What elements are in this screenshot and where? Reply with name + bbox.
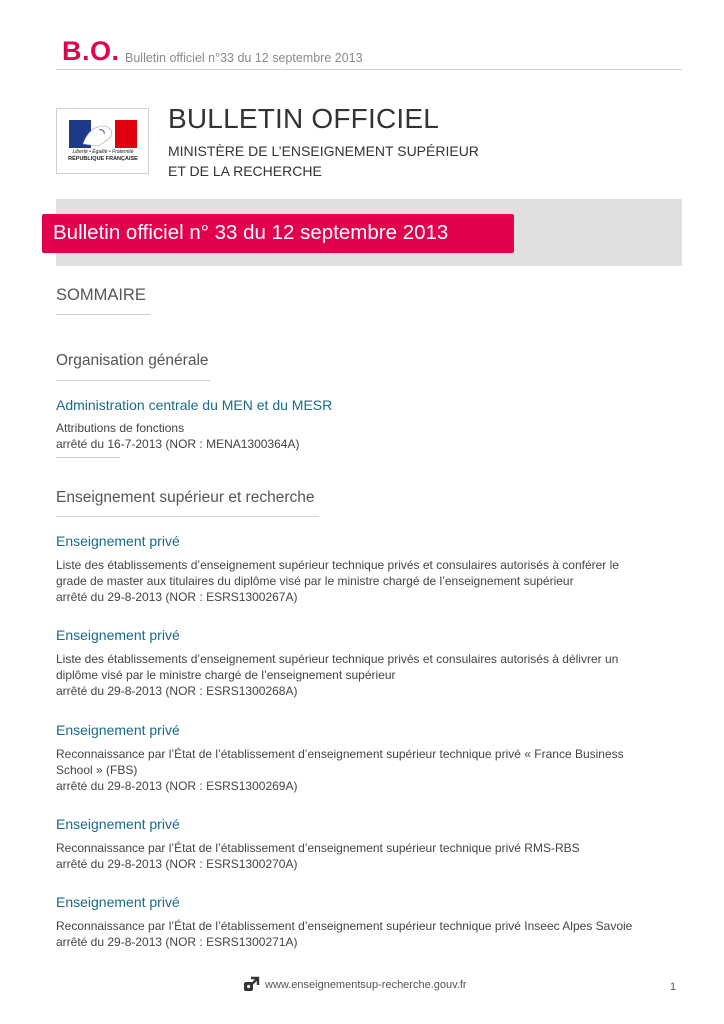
link-icon [243, 975, 261, 993]
ministry-line-1: MINISTÈRE DE L’ENSEIGNEMENT SUPÉRIEUR [168, 143, 479, 159]
item-reference: arrêté du 29-8-2013 (NOR : ESRS1300271A) [56, 935, 298, 949]
header-subtitle: Bulletin officiel n°33 du 12 septembre 2013 [125, 51, 363, 65]
item-text: diplôme visé par le ministre chargé de l’enseignement supérieur [56, 668, 396, 682]
item-divider [56, 457, 120, 458]
issue-banner-text: Bulletin officiel n° 33 du 12 septembre 2013 [53, 221, 449, 244]
item-text: Reconnaissance par l’État de l’établissement d’enseignement supérieur technique privé Inseec Alpes Savoie [56, 919, 633, 933]
sommaire-divider [56, 314, 150, 315]
item-heading-link[interactable]: Enseignement privé [56, 627, 180, 643]
section-heading: Enseignement supérieur et recherche [56, 489, 315, 506]
item-reference: arrêté du 29-8-2013 (NOR : ESRS1300267A) [56, 590, 298, 604]
item-reference: arrêté du 29-8-2013 (NOR : ESRS1300268A) [56, 684, 298, 698]
emblem-republic: RÉPUBLIQUE FRANÇAISE [68, 156, 138, 162]
header-divider [56, 69, 682, 70]
item-reference: arrêté du 16-7-2013 (NOR : MENA1300364A) [56, 437, 300, 451]
bo-logo: B.O. [62, 36, 120, 66]
issue-banner [42, 214, 514, 253]
item-heading-link[interactable]: Enseignement privé [56, 894, 180, 910]
section-heading: Organisation générale [56, 352, 209, 369]
page-title: BULLETIN OFFICIEL [168, 103, 440, 134]
emblem-motto: Liberté • Égalité • Fraternité [72, 149, 134, 155]
section-divider [56, 516, 319, 517]
ministry-line-2: ET DE LA RECHERCHE [168, 163, 322, 179]
item-reference: arrêté du 29-8-2013 (NOR : ESRS1300269A) [56, 779, 298, 793]
sommaire-heading: SOMMAIRE [56, 286, 146, 304]
item-text: Attributions de fonctions [56, 421, 185, 435]
section-divider [56, 380, 210, 381]
item-reference: arrêté du 29-8-2013 (NOR : ESRS1300270A) [56, 857, 298, 871]
item-text: Liste des établissements d’enseignement supérieur technique privés et consulaires autorisés à délivrer un [56, 652, 619, 666]
item-text: grade de master aux titulaires du diplôme visé par le ministre chargé de l’enseignement supérieur [56, 574, 574, 588]
marianne-flag-icon [69, 120, 137, 148]
item-text: Liste des établissements d’enseignement supérieur technique privés et consulaires autorisés à conférer le [56, 558, 619, 572]
item-heading-link[interactable]: Enseignement privé [56, 533, 180, 549]
item-heading-link[interactable]: Enseignement privé [56, 816, 180, 832]
item-text: Reconnaissance par l’État de l’établissement d’enseignement supérieur technique privé « France Business [56, 747, 624, 761]
footer-url-link[interactable]: www.enseignementsup-recherche.gouv.fr [265, 979, 467, 991]
page-number: 1 [670, 981, 677, 993]
item-heading-link[interactable]: Enseignement privé [56, 722, 180, 738]
item-text: Reconnaissance par l’État de l’établissement d’enseignement supérieur technique privé RMS-RBS [56, 841, 580, 855]
item-heading-link[interactable]: Administration centrale du MEN et du MESR [56, 397, 333, 413]
item-text: School » (FBS) [56, 763, 138, 777]
republic-emblem [56, 108, 149, 174]
